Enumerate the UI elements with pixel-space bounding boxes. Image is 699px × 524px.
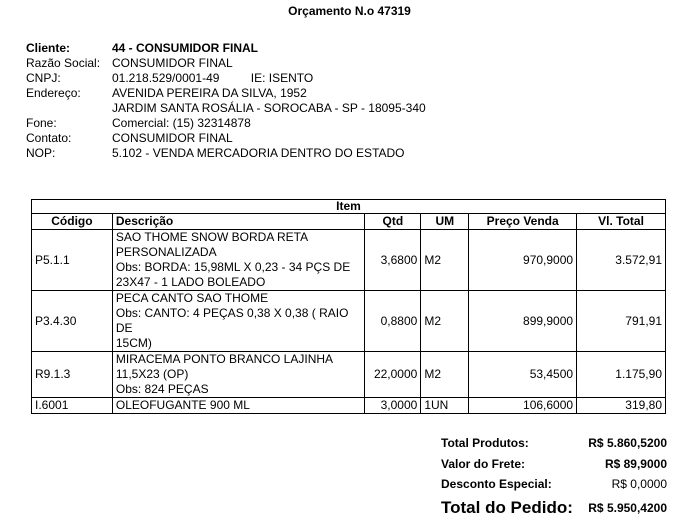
item-preco: 899,9000 [469,291,577,352]
contato-label: Contato: [26,131,72,145]
item-desc-line: 11,5X23 (OP) [115,367,189,381]
items-table [31,199,666,414]
col-header-preco: Preço Venda [469,214,577,230]
item-total: 3.572,91 [577,230,666,291]
item-preco: 106,6000 [469,398,577,414]
table-row [32,291,666,352]
item-qtd: 0,8800 [365,291,421,352]
item-desc-line: OLEOFUGANTE 900 ML [115,398,250,412]
total-pedido-label: Total do Pedido: [441,498,573,517]
endereco-line1: AVENIDA PEREIRA DA SILVA, 1952 [112,86,307,100]
total-pedido-row [441,494,667,522]
total-produtos-label: Total Produtos: [441,436,529,450]
cliente-row [26,41,426,56]
item-desc-line: Obs: 824 PEÇAS [115,382,209,396]
col-header-codigo: Código [32,214,113,230]
nop-label: NOP: [26,146,56,160]
item-desc-line: Obs: CANTO: 4 PEÇAS 0,38 X 0,38 ( RAIO DE [115,306,349,335]
item-um: M2 [421,291,469,352]
col-header-descricao: Descrição [112,214,364,230]
cliente-value: 44 - CONSUMIDOR FINAL [112,41,259,55]
cnpj-value: 01.218.529/0001-49 [112,71,220,85]
total-produtos-value: R$ 5.860,5200 [588,436,667,450]
nop-row [26,146,426,161]
valor-frete-label: Valor do Frete: [441,457,526,471]
item-codigo: P5.1.1 [32,230,113,291]
fone-row [26,116,426,131]
nop-value: 5.102 - VENDA MERCADORIA DENTRO DO ESTADO [112,146,405,160]
item-codigo: I.6001 [32,398,113,414]
table-row [32,230,666,291]
item-descricao [112,291,364,352]
table-row [32,352,666,398]
items-header-row [32,214,666,230]
item-qtd: 3,6800 [365,230,421,291]
item-um: 1UN [421,398,469,414]
totals-block [441,432,667,522]
item-um: M2 [421,230,469,291]
desconto-value: R$ 0,0000 [611,477,667,491]
col-header-um: UM [421,214,469,230]
endereco-row [26,86,426,101]
item-total: 791,91 [577,291,666,352]
valor-frete-value: R$ 89,9000 [604,457,667,471]
razao-value: CONSUMIDOR FINAL [112,56,233,70]
ie-label: IE: [250,71,266,85]
item-descricao [112,398,364,414]
razao-row [26,56,426,71]
item-total: 1.175,90 [577,352,666,398]
endereco-row-2 [26,101,426,116]
item-codigo: P3.4.30 [32,291,113,352]
items-group-header: Item [32,200,666,214]
item-qtd: 22,0000 [365,352,421,398]
col-header-qtd: Qtd [365,214,421,230]
item-codigo: R9.1.3 [32,352,113,398]
item-preco: 53,4500 [469,352,577,398]
item-qtd: 3,0000 [365,398,421,414]
item-desc-line: PERSONALIZADA [115,245,217,259]
item-total: 319,80 [577,398,666,414]
ie-value: ISENTO [268,71,314,85]
cnpj-label: CNPJ: [26,71,61,85]
col-header-total: Vl. Total [577,214,666,230]
page-title: Orçamento N.o 47319 [288,4,411,18]
item-descricao [112,230,364,291]
total-pedido-value: R$ 5.950,4200 [588,501,667,515]
cliente-label: Cliente: [26,41,71,55]
desconto-label: Desconto Especial: [441,477,552,491]
contato-value: CONSUMIDOR FINAL [112,131,233,145]
contato-row [26,131,426,146]
item-preco: 970,9000 [469,230,577,291]
item-desc-line: MIRACEMA PONTO BRANCO LAJINHA [115,352,334,366]
item-descricao [112,352,364,398]
fone-label: Fone: [26,116,57,130]
items-group-header-row [32,200,666,214]
total-produtos-row [441,432,667,454]
fone-value: Comercial: (15) 32314878 [112,116,251,130]
item-desc-line: SAO THOME SNOW BORDA RETA [115,230,309,244]
valor-frete-row [441,454,667,474]
endereco-line2: JARDIM SANTA ROSÁLIA - SOROCABA - SP - 18095-340 [112,101,426,115]
table-row [32,398,666,414]
desconto-row [441,474,667,494]
item-desc-line: 23X47 - 1 LADO BOLEADO [115,275,266,289]
cnpj-row [26,71,426,86]
item-desc-line: 15CM) [115,336,152,350]
item-um: M2 [421,352,469,398]
item-desc-line: PECA CANTO SAO THOME [115,291,269,305]
item-desc-line: Obs: BORDA: 15,98ML X 0,23 - 34 PÇS DE [115,260,351,274]
client-info [26,41,426,161]
endereco-label: Endereço: [26,86,81,100]
razao-label: Razão Social: [26,56,101,70]
